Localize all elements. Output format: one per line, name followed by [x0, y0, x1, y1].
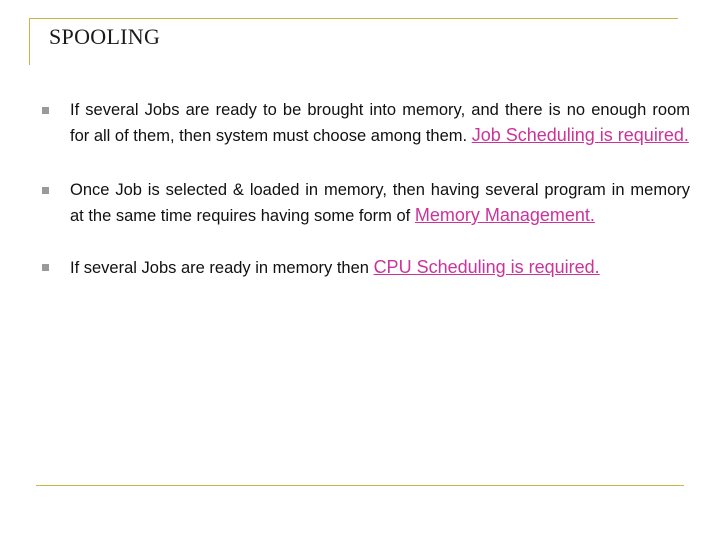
square-bullet-icon — [42, 107, 49, 114]
square-bullet-icon — [42, 264, 49, 271]
bullet-text: If several Jobs are ready in memory then — [70, 259, 369, 277]
square-bullet-icon — [42, 187, 49, 194]
bullet-highlight: Job Scheduling is required. — [471, 125, 689, 145]
bullet-text: If several Jobs are ready to be brought into memory, and there is no enough room for all of them, then system must choose among them. — [70, 101, 690, 145]
bullet-highlight: CPU Scheduling is required. — [373, 257, 600, 277]
bullet-text: Once Job is selected & loaded in memory, then having several program in memory at the same time requires having some form of — [70, 181, 690, 225]
frame-left-rule — [29, 18, 30, 65]
bullet-item-cpu-scheduling — [40, 255, 690, 281]
slide-title: SPOOLING — [49, 24, 161, 49]
bullet-highlight: Memory Management. — [414, 205, 595, 225]
bullet-list — [40, 98, 690, 281]
bullet-item-memory-management — [40, 178, 690, 229]
bullet-item-job-scheduling — [40, 98, 690, 149]
frame-bottom-rule — [36, 485, 684, 486]
frame-top-rule — [29, 18, 678, 19]
